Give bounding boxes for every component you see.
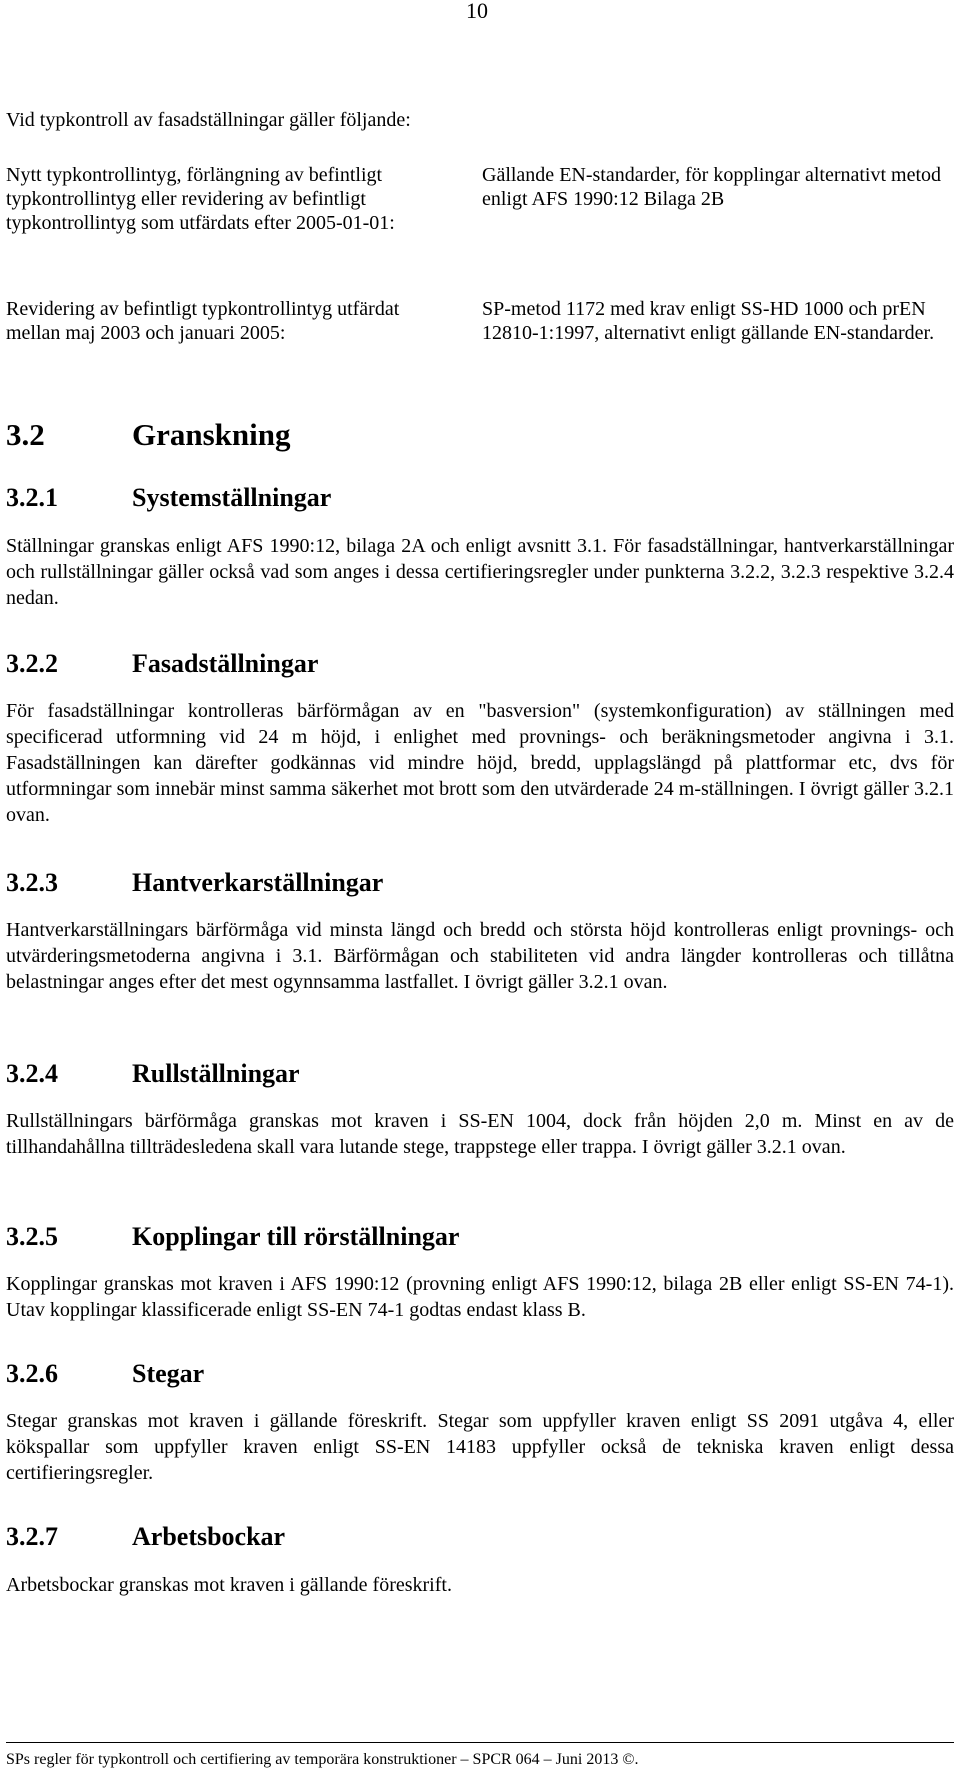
footer-rule bbox=[6, 1742, 954, 1743]
section-title: Granskning bbox=[132, 417, 291, 452]
subsection-heading-3-2-7 bbox=[6, 1522, 285, 1552]
subsection-text-3-2-5: Kopplingar granskas mot kraven i AFS 1990:12 (provning enligt AFS 1990:12, bilaga 2B eller enligt SS-EN 74-1). Utav kopplingar klassificerade enligt SS-EN 74-1 godtas endast klass B. bbox=[6, 1273, 954, 1321]
requirement-value-2: SP-metod 1172 med krav enligt SS-HD 1000 och prEN 12810-1:1997, alternativt enligt gällande EN-standarder. bbox=[482, 298, 935, 344]
subsection-title: Stegar bbox=[132, 1359, 205, 1388]
requirement-value-1: Gällande EN-standarder, för kopplingar alternativt metod enligt AFS 1990:12 Bilaga 2B bbox=[482, 164, 942, 210]
subsection-title: Arbetsbockar bbox=[132, 1522, 286, 1551]
subsection-heading-3-2-5 bbox=[6, 1222, 459, 1252]
subsection-heading-3-2-6 bbox=[6, 1359, 204, 1389]
subsection-number: 3.2.6 bbox=[6, 1359, 58, 1388]
subsection-heading-3-2-4 bbox=[6, 1059, 300, 1089]
subsection-number: 3.2.2 bbox=[6, 649, 58, 678]
subsection-heading-3-2-3 bbox=[6, 868, 383, 898]
subsection-title: Rullställningar bbox=[132, 1059, 300, 1088]
subsection-heading-3-2-2 bbox=[6, 649, 318, 679]
subsection-text-3-2-3: Hantverkarställningars bärförmåga vid minsta längd och bredd och största höjd kontrolleras enligt provnings- och utvärderingsmetoderna angivna i 3.1. Bärförmågan och stabiliteten vid andra längder kontrolleras och tillåtna belastningar anges efter det mest ogynnsamma lastfallet. I övrigt gäller 3.2.1 ovan. bbox=[6, 919, 954, 993]
subsection-title: Kopplingar till rörställningar bbox=[132, 1222, 460, 1251]
subsection-title: Systemställningar bbox=[132, 483, 332, 512]
subsection-number: 3.2.4 bbox=[6, 1059, 58, 1088]
subsection-title: Hantverkarställningar bbox=[132, 868, 384, 897]
requirement-label-2: Revidering av befintligt typkontrollintyg utfärdat mellan maj 2003 och januari 2005: bbox=[6, 298, 400, 344]
subsection-text-3-2-1: Ställningar granskas enligt AFS 1990:12, bilaga 2A och enligt avsnitt 3.1. För fasadställningar, hantverkarställningar och rullställningar gäller också vad som anges i dessa certifieringsregler under punkterna 3.2.2, 3.2.3 respektive 3.2.4 nedan. bbox=[6, 535, 954, 609]
subsection-title: Fasadställningar bbox=[132, 649, 319, 678]
subsection-text-3-2-4: Rullställningars bärförmåga granskas mot kraven i SS-EN 1004, dock från höjden 2,0 m. Minst en av de tillhandahållna tillträdesledena skall vara lutande stege, trappstege eller trappa. I övrigt gäller 3.2.1 ovan. bbox=[6, 1110, 954, 1158]
intro-text: Vid typkontroll av fasadställningar gäller följande: bbox=[6, 109, 411, 131]
subsection-number: 3.2.7 bbox=[6, 1522, 58, 1551]
section-heading bbox=[6, 418, 291, 452]
subsection-number: 3.2.5 bbox=[6, 1222, 58, 1251]
subsection-number: 3.2.1 bbox=[6, 483, 58, 512]
subsection-number: 3.2.3 bbox=[6, 868, 58, 897]
page-number: 10 bbox=[466, 0, 488, 23]
requirement-label-1: Nytt typkontrollintyg, förlängning av befintligt typkontrollintyg eller revidering av befintligt typkontrollintyg som utfärdats efter 2005-01-01: bbox=[6, 164, 395, 234]
section-number: 3.2 bbox=[6, 417, 45, 452]
footer-text: SPs regler för typkontroll och certifiering av temporära konstruktioner – SPCR 064 – Juni 2013 ©. bbox=[6, 1751, 639, 1768]
subsection-text-3-2-2: För fasadställningar kontrolleras bärförmågan av en "basversion" (systemkonfiguration) av ställningen med specificerad utformning vid 24 m höjd, i enlighet med provnings- och beräkningsmetoder angivna i 3.1. Fasadställningen kan därefter godkännas vid mindre höjd, bredd, upplagslängd på plattformar etc, dvs för utformningar som innebär minst samma säkerhet mot brott som den utvärderade 24 m-ställningen. I övrigt gäller 3.2.1 ovan. bbox=[6, 700, 954, 826]
subsection-text-3-2-7: Arbetsbockar granskas mot kraven i gällande föreskrift. bbox=[6, 1574, 452, 1596]
subsection-text-3-2-6: Stegar granskas mot kraven i gällande föreskrift. Stegar som uppfyller kraven enligt SS 2091 utgåva 4, eller kökspallar som uppfyller kraven enligt SS-EN 14183 uppfyller också de tekniska kraven enligt dessa certifieringsregler. bbox=[6, 1410, 954, 1484]
subsection-heading-3-2-1 bbox=[6, 483, 331, 513]
